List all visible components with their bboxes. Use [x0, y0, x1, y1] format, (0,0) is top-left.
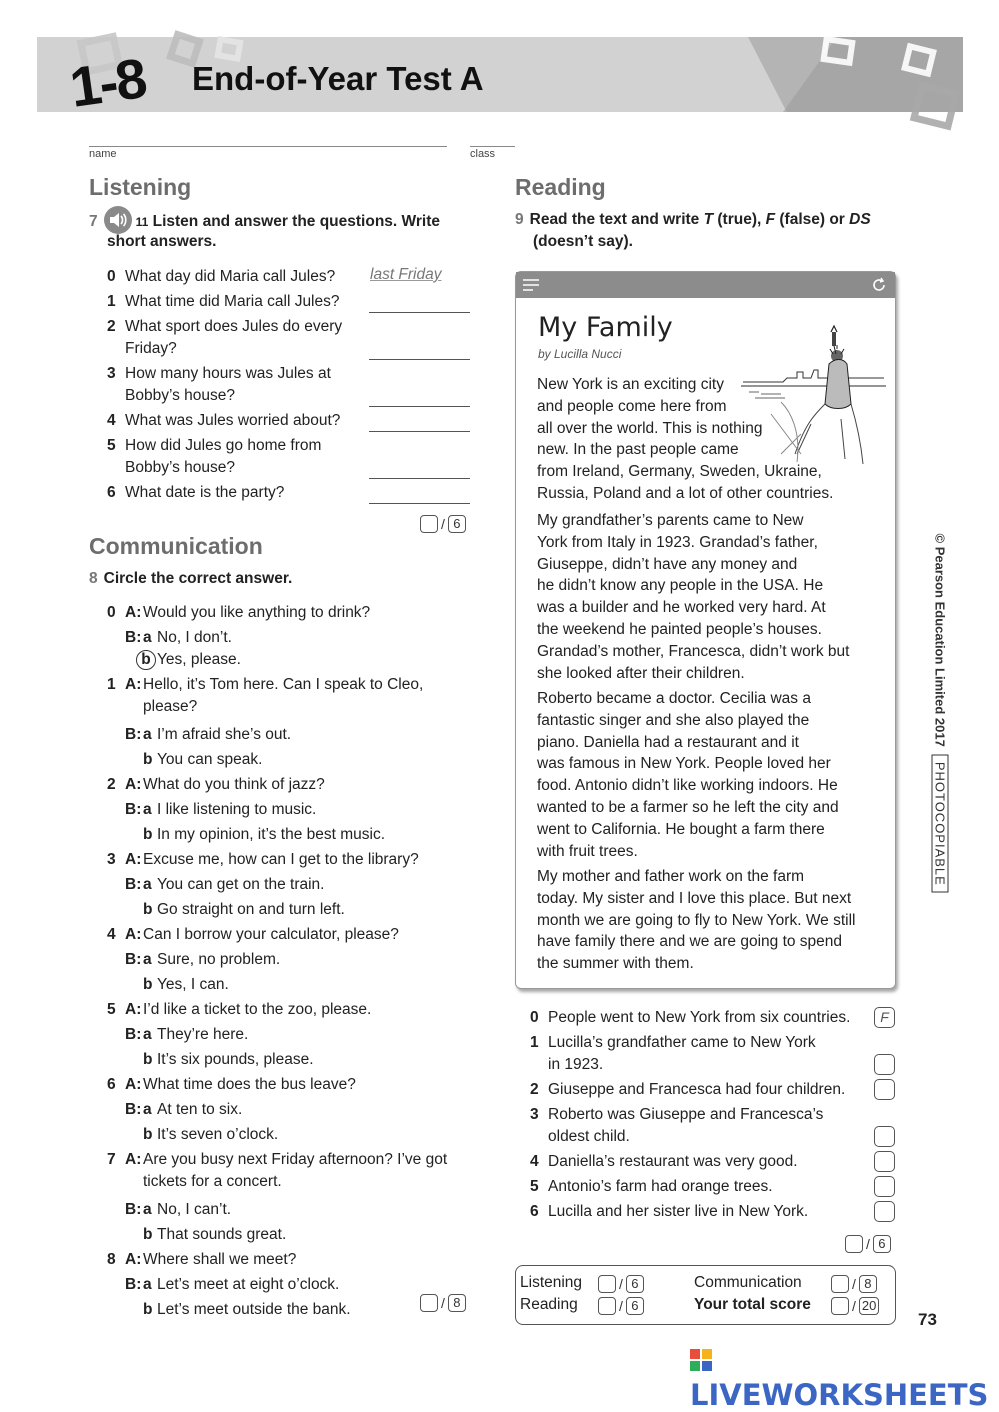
speaker-b: B: — [125, 1201, 142, 1218]
total-overall-score: / 20 — [831, 1297, 879, 1315]
listening-score: / 6 — [420, 515, 466, 533]
answer-box[interactable] — [874, 1176, 895, 1197]
answer-input[interactable] — [369, 503, 470, 504]
page-number: 73 — [918, 1310, 937, 1329]
item-number: 8 — [107, 1251, 116, 1268]
score-input[interactable] — [845, 1235, 863, 1253]
question-text: Friday? — [125, 340, 177, 357]
class-label: class — [470, 148, 496, 160]
question-text: How many hours was Jules at — [125, 365, 331, 382]
statement-item — [530, 1201, 875, 1223]
dialogue-item — [107, 1149, 477, 1249]
listening-question — [107, 482, 367, 504]
text-line: month we are going to fly to New York. We still — [537, 911, 856, 929]
speaker-a: A: — [125, 1076, 142, 1093]
reading-instruction: 9 Read the text and write T (true), F (false) or DS — [515, 211, 871, 228]
speaker-a-text: What do you think of jazz? — [143, 776, 325, 793]
sample-answer: last Friday — [370, 266, 442, 283]
text-line: Grandad’s mother, Francesca, didn’t work but — [537, 642, 850, 660]
option-b-text[interactable]: Yes, please. — [157, 651, 241, 668]
question-text: Bobby’s house? — [125, 387, 236, 404]
text-line: Russia, Poland and a lot of other countries. — [537, 484, 834, 502]
item-number: 4 — [107, 926, 116, 943]
dialogue-item — [107, 999, 477, 1074]
statement-text: Lucilla’s grandfather came to New York — [548, 1034, 816, 1051]
option-a-text[interactable]: They’re here. — [157, 1026, 249, 1043]
option-a-letter[interactable]: a — [143, 1026, 152, 1043]
option-b-letter[interactable]: b — [143, 1301, 153, 1318]
listening-question — [107, 410, 367, 432]
text-line: all over the world. This is nothing — [537, 419, 763, 437]
statement-text: Roberto was Giuseppe and Francesca’s — [548, 1106, 824, 1123]
speaker-a-text: Excuse me, how can I get to the library? — [143, 851, 419, 868]
option-b-text[interactable]: Let’s meet outside the bank. — [157, 1301, 351, 1318]
reading-paragraph — [537, 866, 881, 975]
menu-icon[interactable] — [522, 278, 540, 292]
reading-byline: by Lucilla Nucci — [538, 347, 622, 361]
speaker-b: B: — [125, 726, 142, 743]
speaker-b: B: — [125, 1276, 142, 1293]
statement-text: oldest child. — [548, 1128, 630, 1145]
option-a-text[interactable]: Let’s meet at eight o’clock. — [157, 1276, 340, 1293]
listening-question — [107, 291, 367, 313]
question-number: 1 — [107, 293, 116, 310]
text-line: she looked after their children. — [537, 664, 745, 682]
reading-score: / 6 — [845, 1235, 891, 1253]
item-number: 5 — [107, 1001, 116, 1018]
statement-text: Giuseppe and Francesca had four children. — [548, 1081, 846, 1098]
option-a-text[interactable]: I’m afraid she’s out. — [157, 726, 292, 743]
dialogue-item — [107, 774, 477, 849]
option-a-text[interactable]: I like listening to music. — [157, 801, 317, 818]
question-text: What day did Maria call Jules? — [125, 268, 336, 285]
text-line: My mother and father work on the farm — [537, 868, 805, 885]
answer-input[interactable] — [369, 312, 470, 313]
statement-number: 1 — [530, 1034, 539, 1051]
total-reading-label: Reading — [520, 1296, 578, 1313]
question-number: 4 — [107, 412, 116, 429]
reading-text-panel — [515, 271, 896, 989]
option-b-letter[interactable]: b — [143, 1051, 153, 1068]
text-line: new. In the past people came — [537, 441, 739, 459]
statement-number: 6 — [530, 1203, 539, 1220]
option-b-letter[interactable]: b — [143, 901, 153, 918]
option-b-text[interactable]: It’s six pounds, please. — [157, 1051, 314, 1068]
speaker-b: B: — [125, 951, 142, 968]
reading-paragraph — [537, 688, 881, 862]
statement-number: 3 — [530, 1106, 539, 1123]
speaker-a-text: Can I borrow your calculator, please? — [143, 926, 399, 943]
total-score-panel — [515, 1265, 896, 1325]
copyright-vertical — [930, 533, 950, 895]
page-title: End-of-Year Test A — [192, 60, 484, 97]
communication-instruction: 8 Circle the correct answer. — [89, 570, 293, 587]
option-b-letter[interactable]: b — [143, 826, 153, 843]
answer-box[interactable] — [874, 1201, 895, 1222]
option-a-letter[interactable]: a — [143, 726, 152, 743]
statement-text: Lucilla and her sister live in New York. — [548, 1203, 809, 1220]
option-b-letter[interactable]: b — [136, 650, 156, 670]
reading-paragraph — [537, 374, 881, 505]
text-line: he didn’t know any people in the USA. He — [537, 577, 824, 595]
speaker-a-text: Would you like anything to drink? — [143, 604, 371, 621]
track-number: 11 — [135, 215, 149, 230]
statement-item — [530, 1176, 875, 1198]
text-line: fantastic singer and she also played the — [537, 711, 810, 729]
speaker-a: A: — [125, 1001, 142, 1018]
speaker-a: A: — [125, 776, 142, 793]
option-b-letter[interactable]: b — [143, 1126, 153, 1143]
dialogue-item — [107, 602, 477, 677]
name-field[interactable] — [89, 146, 447, 147]
liveworksheets-logo[interactable] — [690, 1344, 999, 1412]
answer-box[interactable]: F — [874, 1007, 895, 1028]
option-b-letter[interactable]: b — [143, 976, 153, 993]
text-line: went to California. He bought a farm there — [537, 820, 825, 838]
text-line: the summer with them. — [537, 955, 694, 973]
text-line: was a builder and he worked very hard. At — [537, 599, 826, 617]
question-text: What was Jules worried about? — [125, 412, 341, 429]
option-b-letter[interactable]: b — [143, 751, 153, 768]
exercise-number: 7 — [89, 213, 98, 231]
item-number: 2 — [107, 776, 116, 793]
option-b-letter[interactable]: b — [143, 1226, 153, 1243]
option-a-text[interactable]: You can get on the train. — [157, 876, 325, 893]
option-b-text[interactable]: It’s seven o’clock. — [157, 1126, 279, 1143]
answer-input[interactable] — [369, 478, 470, 479]
speaker-b: B: — [125, 1026, 142, 1043]
option-a-letter[interactable]: a — [143, 801, 152, 818]
refresh-icon[interactable] — [871, 277, 887, 293]
class-field[interactable] — [470, 146, 515, 147]
answer-input[interactable] — [369, 359, 470, 360]
score-input[interactable] — [420, 515, 438, 533]
speaker-a-text: tickets for a concert. — [143, 1173, 282, 1190]
question-number: 6 — [107, 484, 116, 501]
speaker-a: A: — [125, 926, 142, 943]
speaker-b: B: — [125, 801, 142, 818]
answer-box[interactable] — [874, 1054, 895, 1075]
question-text: Bobby’s house? — [125, 459, 236, 476]
question-number: 3 — [107, 365, 116, 382]
option-b-text[interactable]: That sounds great. — [157, 1226, 287, 1243]
logo-blocks-icon — [690, 1349, 712, 1371]
question-text: What sport does Jules do every — [125, 318, 343, 335]
item-number: 0 — [107, 604, 116, 621]
statement-item — [530, 1079, 875, 1101]
item-number: 3 — [107, 851, 116, 868]
option-a-text[interactable]: No, I don’t. — [157, 629, 232, 646]
option-a-letter[interactable]: a — [143, 1101, 152, 1118]
speaker-b: B: — [125, 629, 142, 646]
total-overall-label: Your total score — [694, 1296, 811, 1313]
listening-title: Listening — [89, 174, 192, 200]
statement-text: People went to New York from six countries. — [548, 1009, 851, 1026]
speaker-a: A: — [125, 1151, 142, 1168]
dialogue-item — [107, 849, 477, 924]
speaker-a-text: Hello, it’s Tom here. Can I speak to Cleo, — [143, 676, 424, 693]
deco-square-4 — [820, 36, 855, 66]
text-line: My grandfather’s parents came to New — [537, 512, 804, 529]
communication-title: Communication — [89, 533, 263, 559]
speaker-a-text: What time does the bus leave? — [143, 1076, 356, 1093]
total-communication-label: Communication — [694, 1274, 802, 1291]
deco-square-6 — [910, 82, 960, 131]
total-listening-label: Listening — [520, 1274, 583, 1291]
text-line: from Ireland, Germany, Sweden, Ukraine, — [537, 463, 822, 481]
question-number: 5 — [107, 437, 116, 454]
item-number: 6 — [107, 1076, 116, 1093]
option-b-text[interactable]: In my opinion, it’s the best music. — [157, 826, 386, 843]
answer-input[interactable] — [369, 431, 470, 432]
total-reading-score: / 6 — [598, 1297, 644, 1315]
audio-play-icon[interactable] — [104, 206, 132, 234]
question-number: 2 — [107, 318, 116, 335]
dialogue-item — [107, 1074, 477, 1149]
statement-number: 0 — [530, 1009, 539, 1026]
listening-instruction-line2: short answers. — [107, 233, 217, 250]
speaker-a-text: please? — [143, 698, 198, 715]
speaker-a: A: — [125, 1251, 142, 1268]
question-text: How did Jules go home from — [125, 437, 322, 454]
text-line: today. My sister and I love this place. But next — [537, 889, 852, 907]
statement-text: Daniella’s restaurant was very good. — [548, 1153, 798, 1170]
item-number: 7 — [107, 1151, 116, 1168]
option-b-text[interactable]: Go straight on and turn left. — [157, 901, 345, 918]
statement-text: Antonio’s farm had orange trees. — [548, 1178, 773, 1195]
speaker-b: B: — [125, 1101, 142, 1118]
brand-text: LIVEWORKSHEETS — [690, 1378, 989, 1412]
total-listening-score: / 6 — [598, 1275, 644, 1293]
text-line: the weekend he painted people’s houses. — [537, 620, 822, 638]
text-line: have family there and we are going to spend — [537, 933, 843, 951]
option-a-letter[interactable]: a — [143, 1276, 152, 1293]
statement-item — [530, 1032, 875, 1076]
answer-box[interactable] — [874, 1151, 895, 1172]
dialogue-item — [107, 1249, 477, 1324]
statement-item — [530, 1151, 875, 1173]
option-a-letter[interactable]: a — [143, 629, 152, 646]
answer-box[interactable] — [874, 1126, 895, 1147]
text-line: Roberto became a doctor. Cecilia was a — [537, 690, 811, 707]
speaker-a: A: — [125, 604, 142, 621]
total-communication-score: / 8 — [831, 1275, 877, 1293]
text-line: York from Italy in 1923. Grandad’s father, — [537, 533, 818, 551]
dialogue-item — [107, 674, 477, 774]
listening-question — [107, 316, 367, 360]
statement-number: 2 — [530, 1081, 539, 1098]
instruction-line1: Listen and answer the questions. Write — [152, 213, 441, 231]
option-b-text[interactable]: You can speak. — [157, 751, 263, 768]
question-number: 0 — [107, 268, 116, 285]
speaker-a-text: Where shall we meet? — [143, 1251, 297, 1268]
statement-number: 4 — [530, 1153, 539, 1170]
question-text: What date is the party? — [125, 484, 285, 501]
reading-text-title: My Family — [538, 312, 673, 343]
option-a-text[interactable]: At ten to six. — [157, 1101, 243, 1118]
speaker-a: A: — [125, 851, 142, 868]
statement-item — [530, 1104, 875, 1148]
statement-text: in 1923. — [548, 1056, 604, 1073]
text-line: with fruit trees. — [537, 842, 638, 860]
listening-question — [107, 266, 367, 288]
listening-question — [107, 363, 367, 407]
question-text: What time did Maria call Jules? — [125, 293, 340, 310]
score-input[interactable] — [420, 1294, 438, 1312]
text-line: New York is an exciting city — [537, 376, 724, 393]
option-b-text[interactable]: Yes, I can. — [157, 976, 229, 993]
dialogue-item — [107, 924, 477, 999]
statement-item — [530, 1007, 875, 1029]
text-line: was famous in New York. People loved her — [537, 755, 831, 773]
copyright-text: © Pearson Education Limited 2017 — [932, 533, 948, 747]
option-a-text[interactable]: No, I can’t. — [157, 1201, 232, 1218]
reading-title: Reading — [515, 174, 606, 200]
speaker-a-text: I’d like a ticket to the zoo, please. — [143, 1001, 372, 1018]
text-line: wanted to be a farmer so he left the city and — [537, 798, 839, 816]
option-a-text[interactable]: Sure, no problem. — [157, 951, 281, 968]
reading-paragraph — [537, 510, 881, 684]
option-a-letter[interactable]: a — [143, 1201, 152, 1218]
reading-instruction-line2: (doesn’t say). — [533, 233, 633, 250]
text-line: piano. Daniella had a restaurant and it — [537, 733, 799, 751]
answer-box[interactable] — [874, 1079, 895, 1100]
statement-number: 5 — [530, 1178, 539, 1195]
speaker-b: B: — [125, 876, 142, 893]
deco-square-3 — [214, 36, 243, 62]
unit-number: 1-8 — [65, 46, 149, 119]
option-a-letter[interactable]: a — [143, 876, 152, 893]
speaker-a: A: — [125, 676, 142, 693]
reading-panel-bar — [516, 272, 895, 298]
listening-question — [107, 435, 367, 479]
communication-score: / 8 — [420, 1294, 466, 1312]
name-label: name — [89, 148, 117, 160]
speaker-a-text: Are you busy next Friday afternoon? I’ve got — [143, 1151, 448, 1168]
photocopiable-badge: PHOTOCOPIABLE — [932, 755, 949, 893]
answer-input[interactable] — [369, 406, 470, 407]
text-line: and people come here from — [537, 397, 727, 415]
text-line: Giuseppe, didn’t have any money and — [537, 555, 798, 573]
item-number: 1 — [107, 676, 116, 693]
option-a-letter[interactable]: a — [143, 951, 152, 968]
text-line: food. Antonio didn’t like working indoors. He — [537, 777, 838, 795]
